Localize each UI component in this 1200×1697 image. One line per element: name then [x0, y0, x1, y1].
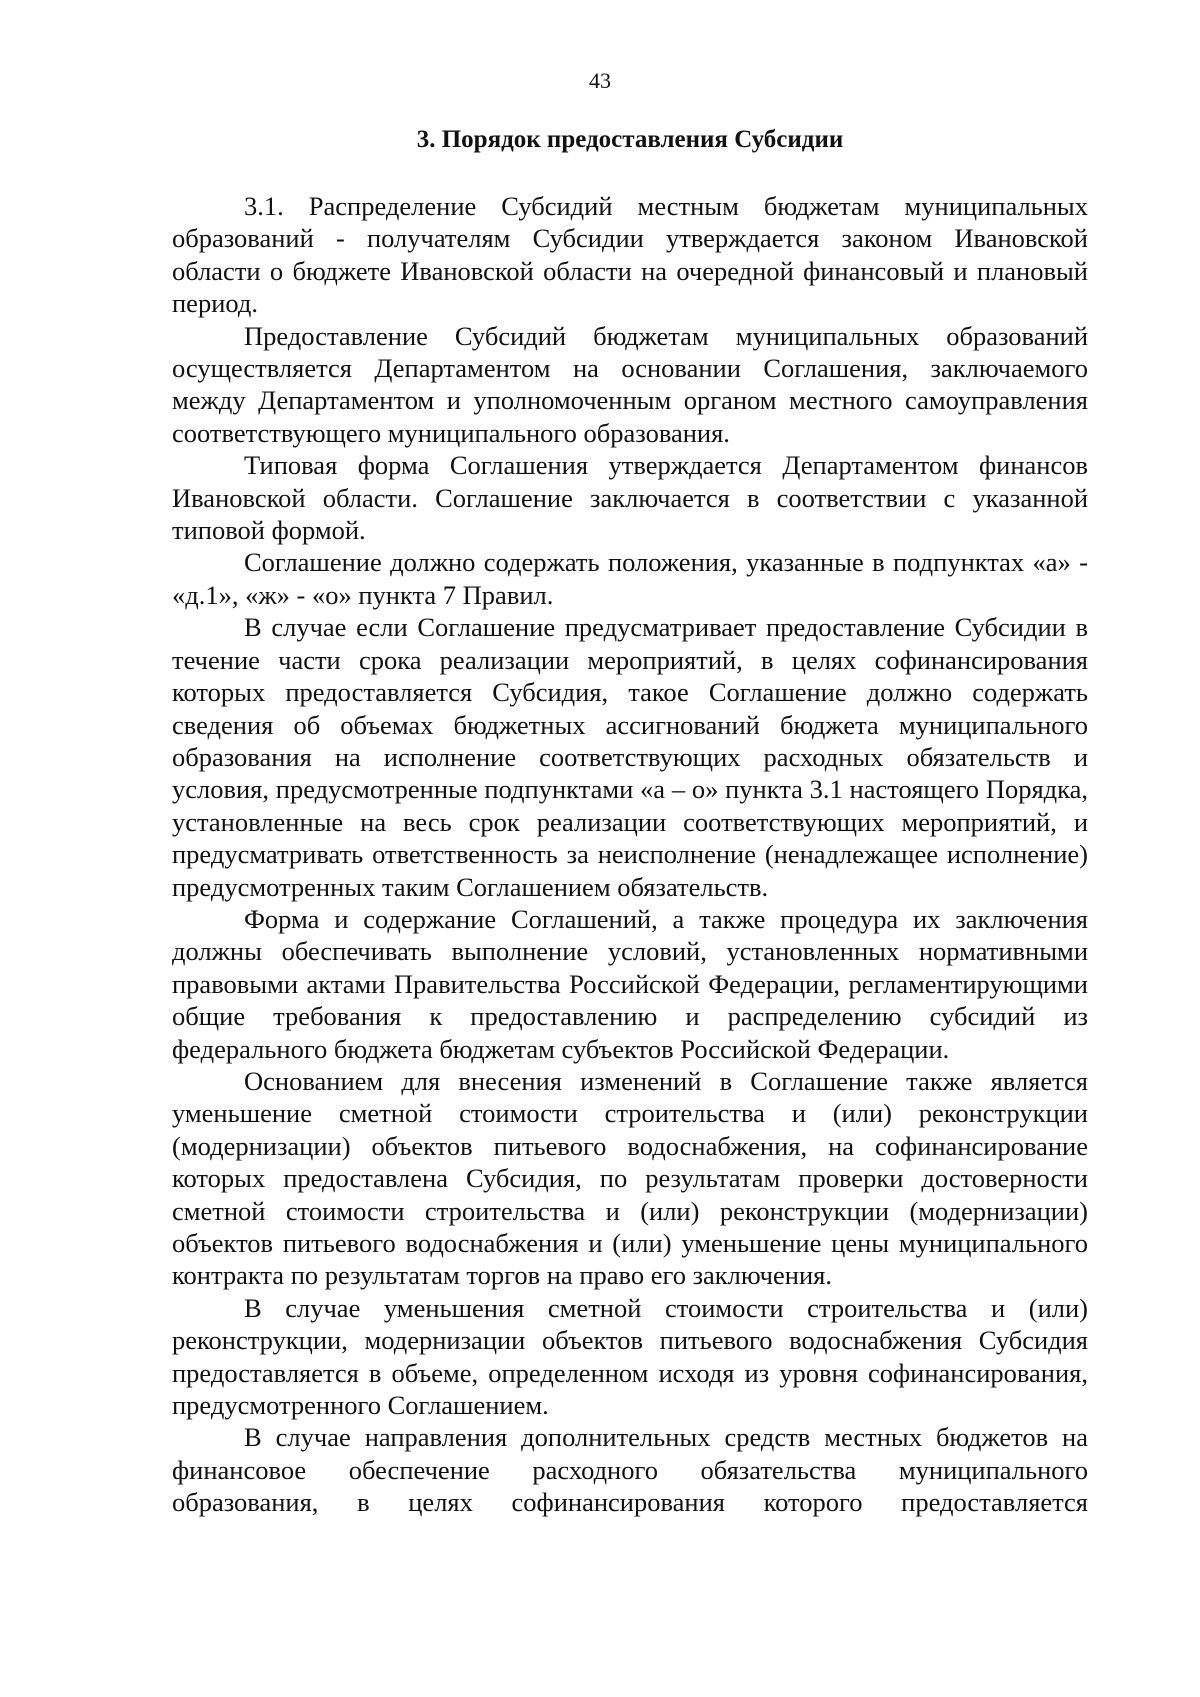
paragraph-3-1-distribution: 3.1. Распределение Субсидий местным бюджетам муниципальных образований - получателям Субсидии утверждается законом Ивановской области о бюджете Ивановской области на очередной финансовый и плановый период. [172, 191, 1088, 319]
page-number: 43 [589, 68, 611, 93]
paragraph-subsidy-provision: Предоставление Субсидий бюджетам муниципальных образований осуществляется Департаментом на основании Соглашения, заключаемого между Департаментом и уполномоченным органом местного самоуправления соответствующего муниципального образования. [172, 320, 1088, 448]
paragraph-additional-funds: В случае направления дополнительных средств местных бюджетов на финансовое обеспечение расходного обязательства муниципального образования, в целях софинансирования которого предоставляется [172, 1422, 1088, 1518]
section-title: 3. Порядок предоставления Субсидии [416, 126, 844, 153]
paragraph-partial-term: В случае если Соглашение предусматривает предоставление Субсидии в течение части срока реализации мероприятий, в целях софинансирования которых предоставляется Субсидия, такое Соглашение должно содержать сведения об объемах бюджетных ассигнований бюджета муниципального образования на исполнение соответствующих расходных обязательств и условия, предусмотренные подпунктами «а – о» пункта 3.1 настоящего Порядка, установленные на весь срок реализации соответствующих мероприятий, и предусматривать ответственность за неисполнение (ненадлежащее исполнение) предусмотренных таким Соглашением обязательств. [172, 612, 1088, 902]
paragraph-standard-form: Типовая форма Соглашения утверждается Департаментом финансов Ивановской области. Соглашение заключается в соответствии с указанной типовой формой. [172, 450, 1088, 546]
paragraph-agreement-provisions: Соглашение должно содержать положения, указанные в подпунктах «а» - «д.1», «ж» - «о» пункта 7 Правил. [172, 547, 1088, 610]
paragraph-amendment-grounds: Основанием для внесения изменений в Соглашение также является уменьшение сметной стоимости строительства и (или) реконструкции (модернизации) объектов питьевого водоснабжения, на софинансирование которых предоставлена Субсидия, по результатам проверки достоверности сметной стоимости строительства и (или) реконструкции (модернизации) объектов питьевого водоснабжения и (или) уменьшение цены муниципального контракта по результатам торгов на право его заключения. [172, 1065, 1088, 1291]
paragraph-cost-reduction: В случае уменьшения сметной стоимости строительства и (или) реконструкции, модернизации объектов питьевого водоснабжения Субсидия предоставляется в объеме, определенном исходя из уровня софинансирования, предусмотренного Соглашением. [172, 1292, 1088, 1421]
paragraph-form-and-content: Форма и содержание Соглашений, а также процедура их заключения должны обеспечивать выполнение условий, установленных нормативными правовыми актами Правительства Российской Федерации, регламентирующими общие требования к предоставлению и распределению субсидий из федерального бюджета бюджетам субъектов Российской Федерации. [172, 903, 1088, 1064]
document-body [172, 190, 1088, 1519]
